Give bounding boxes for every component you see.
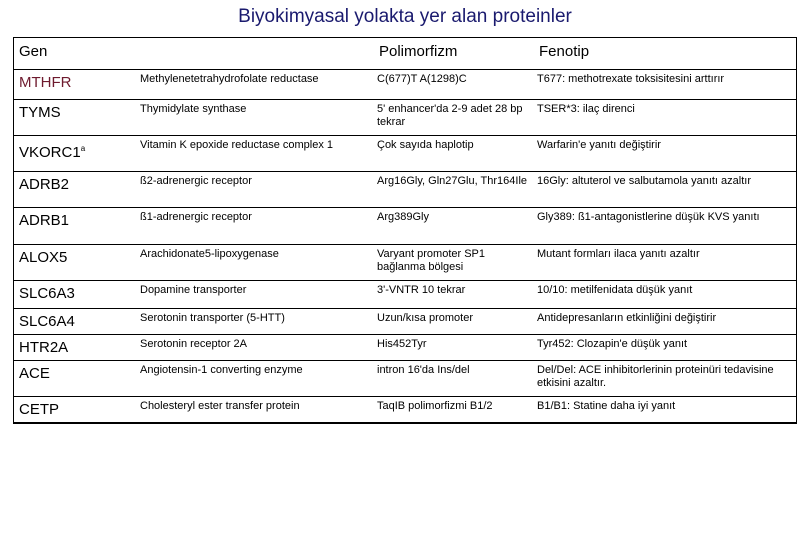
fenotip-cell: Gly389: ß1-antagonistlerine düşük KVS yanıtı	[533, 208, 797, 245]
gene-cell: ACE	[13, 361, 136, 397]
polimorfizm-cell: Çok sayıda haplotip	[373, 136, 533, 172]
polimorfizm-cell: Arg16Gly, Gln27Glu, Thr164Ile	[373, 172, 533, 208]
gene-cell: ADRB2	[13, 172, 136, 208]
polimorfizm-cell: 3'-VNTR 10 tekrar	[373, 281, 533, 309]
gene-cell: SLC6A4	[13, 309, 136, 335]
fenotip-cell: Tyr452: Clozapin'e düşük yanıt	[533, 335, 797, 361]
table-row	[13, 309, 797, 335]
table-row	[13, 397, 797, 423]
polimorfizm-cell: C(677)T A(1298)C	[373, 70, 533, 100]
fenotip-cell: Mutant formları ilaca yanıtı azaltır	[533, 245, 797, 281]
fenotip-cell: T677: methotrexate toksisitesini arttırır	[533, 70, 797, 100]
header-polimorfizm: Polimorfizm	[373, 37, 533, 70]
gene-cell: ALOX5	[13, 245, 136, 281]
gene-cell: TYMS	[13, 100, 136, 136]
protein-cell: ß2-adrenergic receptor	[136, 172, 373, 208]
table-row	[13, 172, 797, 208]
table-header-row	[13, 37, 797, 70]
gene-cell: MTHFR	[13, 70, 136, 100]
table-row	[13, 361, 797, 397]
fenotip-cell: TSER*3: ilaç direnci	[533, 100, 797, 136]
table-row	[13, 245, 797, 281]
polimorfizm-cell: intron 16'da Ins/del	[373, 361, 533, 397]
page-title: Biyokimyasal yolakta yer alan proteinler	[238, 6, 572, 27]
fenotip-cell: Warfarin'e yanıtı değiştirir	[533, 136, 797, 172]
polimorfizm-cell: Varyant promoter SP1 bağlanma bölgesi	[373, 245, 533, 281]
protein-cell: Cholesteryl ester transfer protein	[136, 397, 373, 423]
fenotip-cell: Del/Del: ACE inhibitorlerinin proteinüri tedavisine etkisini azaltır.	[533, 361, 797, 397]
table-row	[13, 136, 797, 172]
protein-cell: Dopamine transporter	[136, 281, 373, 309]
table-row	[13, 208, 797, 245]
gene-name: VKORC1	[19, 144, 81, 161]
fenotip-cell: Antidepresanların etkinliğini değiştirir	[533, 309, 797, 335]
protein-cell: Serotonin receptor 2A	[136, 335, 373, 361]
protein-cell: Angiotensin-1 converting enzyme	[136, 361, 373, 397]
table-row	[13, 70, 797, 100]
polimorfizm-cell: Arg389Gly	[373, 208, 533, 245]
fenotip-cell: B1/B1: Statine daha iyi yanıt	[533, 397, 797, 423]
polimorfizm-cell: 5' enhancer'da 2-9 adet 28 bp tekrar	[373, 100, 533, 136]
gene-cell: HTR2A	[13, 335, 136, 361]
protein-cell: Arachidonate5-lipoxygenase	[136, 245, 373, 281]
protein-cell: Serotonin transporter (5-HTT)	[136, 309, 373, 335]
polimorfizm-cell: His452Tyr	[373, 335, 533, 361]
table-row	[13, 100, 797, 136]
gene-cell: ADRB1	[13, 208, 136, 245]
protein-cell: Vitamin K epoxide reductase complex 1	[136, 136, 373, 172]
header-protein	[136, 37, 373, 70]
header-gen: Gen	[13, 37, 136, 70]
table-row	[13, 281, 797, 309]
protein-table	[13, 37, 797, 423]
table-row	[13, 335, 797, 361]
fenotip-cell: 16Gly: altuterol ve salbutamola yanıtı azaltır	[533, 172, 797, 208]
gene-cell: CETP	[13, 397, 136, 423]
gene-cell	[13, 136, 136, 172]
fenotip-cell: 10/10: metilfenidata düşük yanıt	[533, 281, 797, 309]
polimorfizm-cell: Uzun/kısa promoter	[373, 309, 533, 335]
protein-cell: ß1-adrenergic receptor	[136, 208, 373, 245]
protein-cell: Methylenetetrahydrofolate reductase	[136, 70, 373, 100]
gene-superscript: a	[80, 144, 86, 153]
protein-cell: Thymidylate synthase	[136, 100, 373, 136]
header-fenotip: Fenotip	[533, 37, 797, 70]
polimorfizm-cell: TaqIB polimorfizmi B1/2	[373, 397, 533, 423]
gene-cell: SLC6A3	[13, 281, 136, 309]
